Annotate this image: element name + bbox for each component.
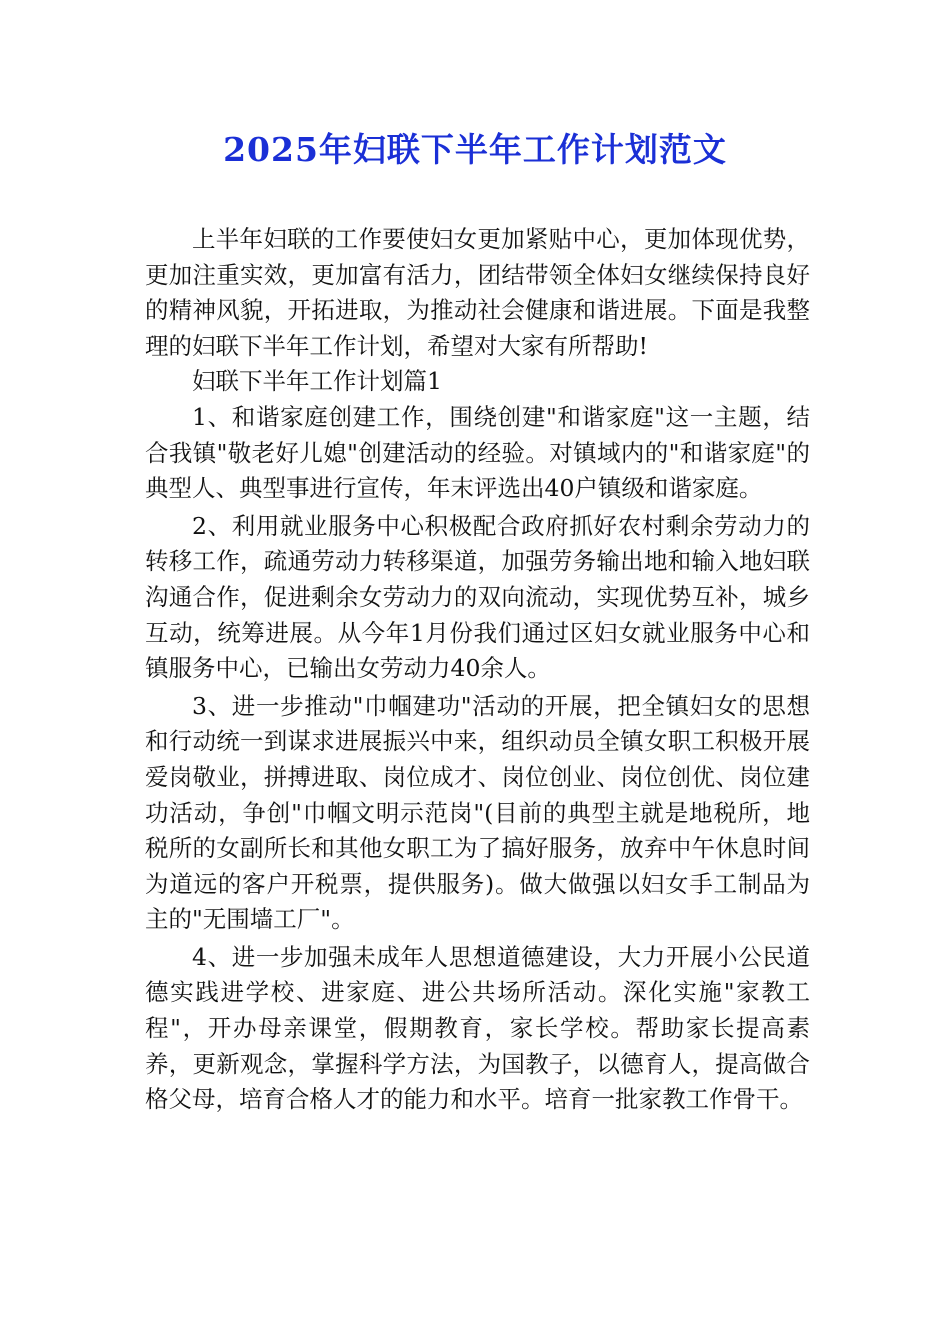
item-paragraph-1: 1、和谐家庭创建工作，围绕创建"和谐家庭"这一主题，结合我镇"敬老好儿媳"创建活动的经验。对镇域内的"和谐家庭"的典型人、典型事进行宣传，年末评选出40户镇级和谐家庭。	[145, 402, 810, 503]
section-heading: 妇联下半年工作计划篇1	[192, 367, 442, 396]
document-body	[145, 222, 810, 1118]
document-title: 2025年妇联下半年工作计划范文	[223, 130, 727, 169]
item-paragraph-4: 4、进一步加强未成年人思想道德建设，大力开展小公民道德实践进学校、进家庭、进公共场所活动。深化实施"家教工程"，开办母亲课堂，假期教育，家长学校。帮助家长提高素养，更新观念，掌握科学方法，为国教子，以德育人，提高做合格父母，培育合格人才的能力和水平。培育一批家教工作骨干。	[145, 942, 810, 1114]
intro-paragraph: 上半年妇联的工作要使妇女更加紧贴中心，更加体现优势，更加注重实效，更加富有活力，团结带领全体妇女继续保持良好的精神风貌，开拓进取，为推动社会健康和谐进展。下面是我整理的妇联下半年工作计划，希望对大家有所帮助!	[145, 225, 810, 360]
item-paragraph-3: 3、进一步推动"巾帼建功"活动的开展，把全镇妇女的思想和行动统一到谋求进展振兴中来，组织动员全镇女职工积极开展爱岗敬业，拼搏进取、岗位成才、岗位创业、岗位创优、岗位建功活动，争创"巾帼文明示范岗"(目前的典型主就是地税所，地税所的女副所长和其他女职工为了搞好服务，放弃中午休息时间为道远的客户开税票，提供服务)。做大做强以妇女手工制品为主的"无围墙工厂"。	[145, 691, 810, 934]
item-paragraph-2: 2、利用就业服务中心积极配合政府抓好农村剩余劳动力的转移工作，疏通劳动力转移渠道，加强劳务输出地和输入地妇联沟通合作，促进剩余女劳动力的双向流动，实现优势互补，城乡互动，统筹进展。从今年1月份我们通过区妇女就业服务中心和镇服务中心，已输出女劳动力40余人。	[145, 511, 810, 683]
